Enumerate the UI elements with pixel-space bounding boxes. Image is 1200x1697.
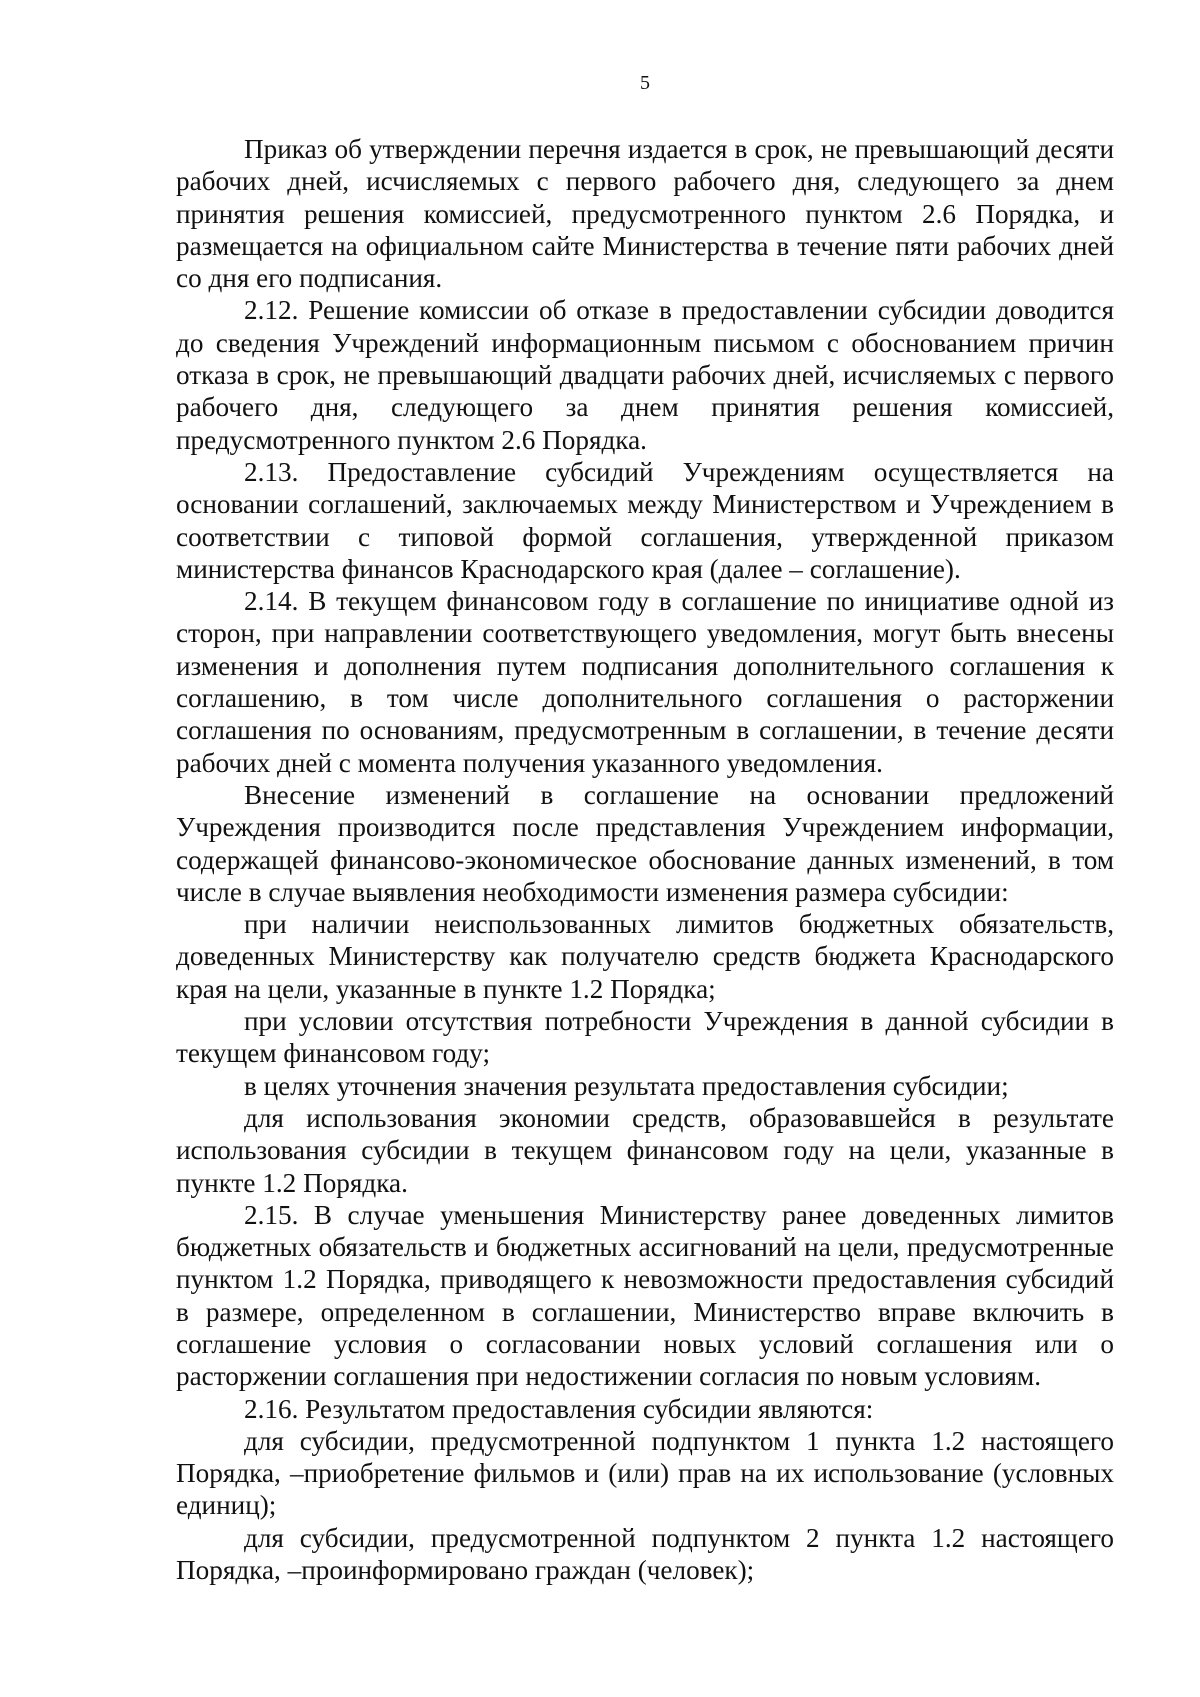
paragraph-result-subsidy-2: для субсидии, предусмотренной подпунктом 2 пункта 1.2 настоящего Порядка, –проинформировано граждан (человек); — [176, 1522, 1114, 1586]
document-body — [176, 133, 1114, 1586]
paragraph-savings: для использования экономии средств, образовавшейся в результате использования субсидии в текущем финансовом году на цели, указанные в пункте 1.2 Порядка. — [176, 1102, 1114, 1198]
paragraph-result-subsidy-1: для субсидии, предусмотренной подпунктом 1 пункта 1.2 настоящего Порядка, –приобретение фильмов и (или) прав на их использование (условных единиц); — [176, 1425, 1114, 1521]
paragraph-no-need: при условии отсутствия потребности Учреждения в данной субсидии в текущем финансовом году; — [176, 1006, 1114, 1069]
paragraph-2-13: 2.13. Предоставление субсидий Учреждениям осуществляется на основании соглашений, заключаемых между Министерством и Учреждением в соответствии с типовой формой соглашения, утвержденной приказом министерства финансов Краснодарского края (далее – соглашение). — [176, 456, 1114, 584]
paragraph-2-12: 2.12. Решение комиссии об отказе в предоставлении субсидии доводится до сведения Учреждений информационным письмом с обоснованием причин отказа в срок, не превышающий двадцати рабочих дней, исчисляемых с первого рабочего дня, следующего за днем принятия решения комиссией, предусмотренного пунктом 2.6 Порядка. — [176, 295, 1114, 455]
paragraph-unused-limits: при наличии неиспользованных лимитов бюджетных обязательств, доведенных Министерству как получателю средств бюджета Краснодарского края на цели, указанные в пункте 1.2 Порядка; — [176, 909, 1114, 1004]
paragraph-2-15: 2.15. В случае уменьшения Министерству ранее доведенных лимитов бюджетных обязательств и бюджетных ассигнований на цели, предусмотренные пунктом 1.2 Порядка, приводящего к невозможности предоставления субсидий в размере, определенном в соглашении, Министерство вправе включить в соглашение условия о согласовании новых условий соглашения или о расторжении соглашения при недостижении согласия по новым условиям. — [176, 1199, 1114, 1392]
paragraph-2-16: 2.16. Результатом предоставления субсидии являются: — [244, 1393, 874, 1424]
page-number: 5 — [640, 72, 650, 94]
paragraph-result-clarification: в целях уточнения значения результата предоставления субсидии; — [244, 1070, 1009, 1101]
paragraph-amendments: Внесение изменений в соглашение на основании предложений Учреждения производится после представления Учреждением информации, содержащей финансово-экономическое обоснование данных изменений, в том числе в случае выявления необходимости изменения размера субсидии: — [176, 779, 1114, 907]
paragraph-order-publication: Приказ об утверждении перечня издается в срок, не превышающий десяти рабочих дней, исчисляемых с первого рабочего дня, следующего за днем принятия решения комиссией, предусмотренного пунктом 2.6 Порядка, и размещается на официальном сайте Министерства в течение пяти рабочих дней со дня его подписания. — [176, 134, 1114, 294]
paragraph-2-14: 2.14. В текущем финансовом году в соглашение по инициативе одной из сторон, при направлении соответствующего уведомления, могут быть внесены изменения и дополнения путем подписания дополнительного соглашения к соглашению, в том числе дополнительного соглашения о расторжении соглашения по основаниям, предусмотренным в соглашении, в течение десяти рабочих дней с момента получения указанного уведомления. — [176, 586, 1114, 778]
